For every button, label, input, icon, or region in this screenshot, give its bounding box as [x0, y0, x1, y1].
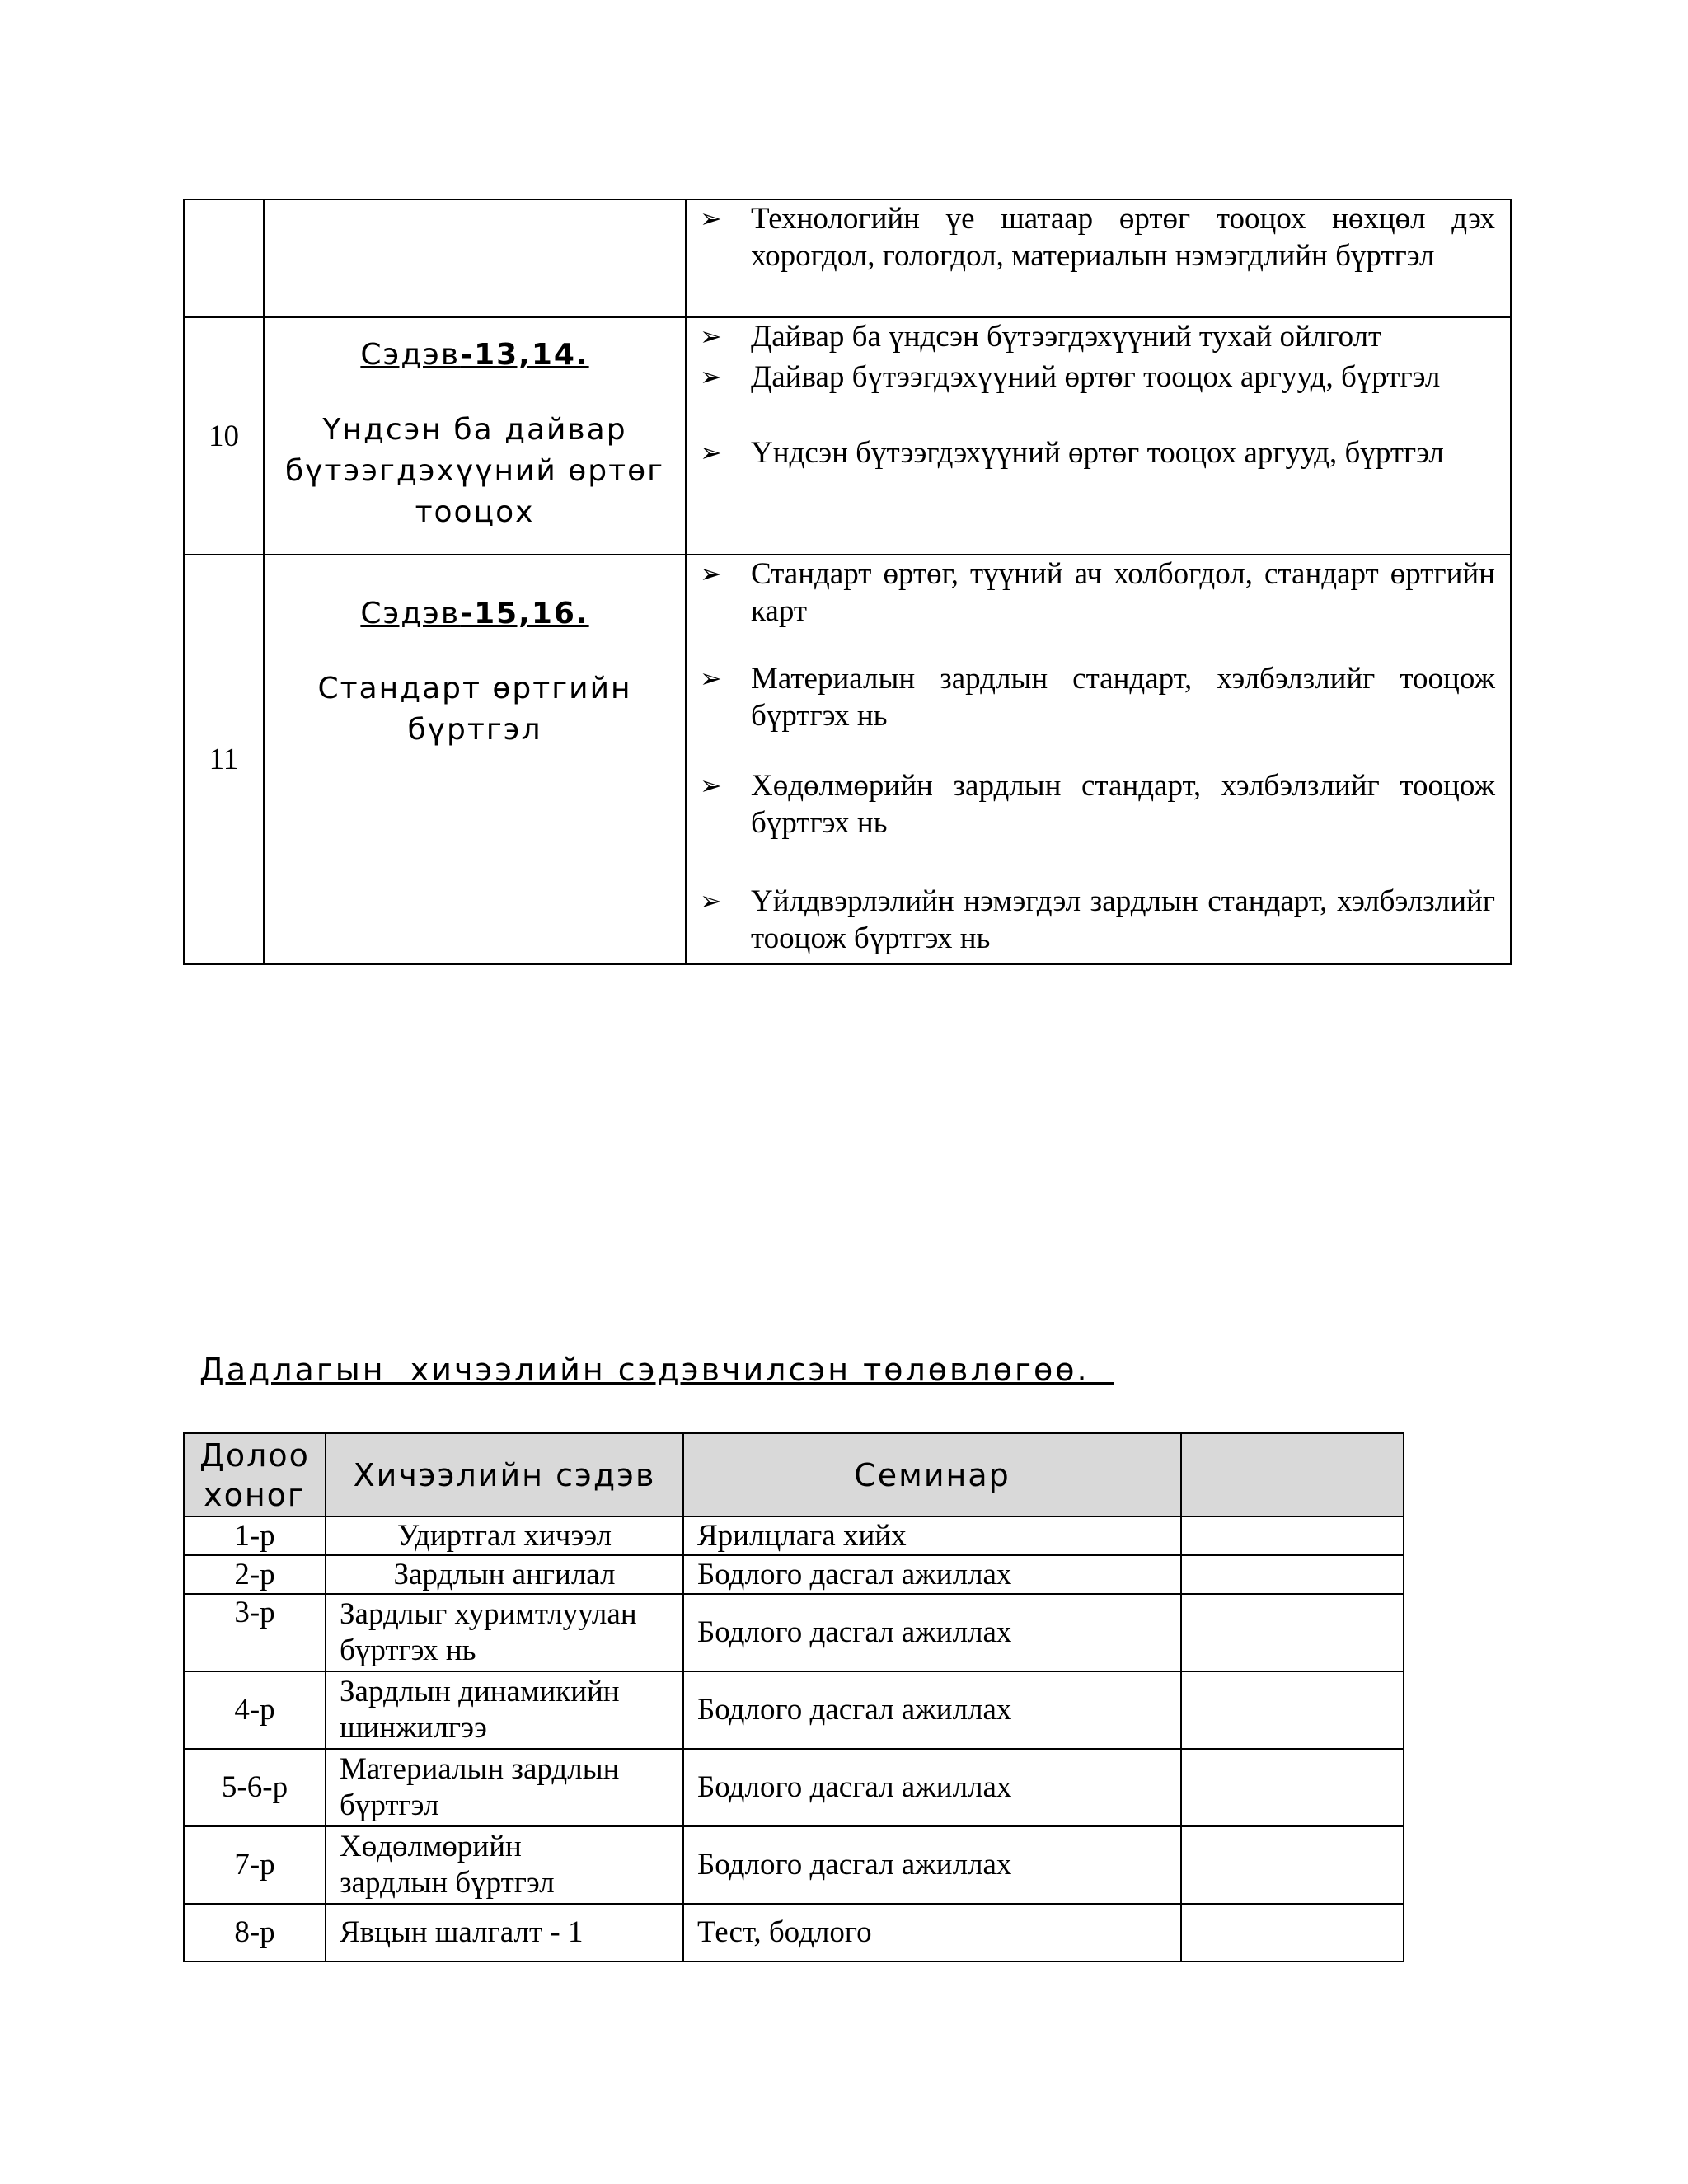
arrowhead-bullet-icon: ➢	[700, 558, 722, 589]
week-cell: 3-р	[184, 1594, 326, 1671]
topic-cell	[264, 317, 686, 555]
seminar-cell: Бодлого дасгал ажиллах	[683, 1671, 1181, 1749]
week-cell: 4-р	[184, 1671, 326, 1749]
list-item: ➢ Дайвар бүтээгдэхүүний өртөг тооцох аргууд, бүртгэл	[700, 360, 1441, 394]
table-row	[184, 1555, 1404, 1594]
arrowhead-bullet-icon: ➢	[700, 321, 722, 352]
table-row	[184, 1516, 1404, 1555]
table-row	[184, 1671, 1404, 1749]
row-number	[184, 199, 264, 317]
bullet-list	[687, 555, 1510, 957]
topic-cell	[264, 199, 686, 317]
topic-cell: Зардлыг хуримтлуулан бүртгэх нь	[326, 1594, 683, 1671]
topic-name: Үндсэн ба дайвар бүтээгдэхүүний өртөг тооцох	[284, 413, 665, 529]
arrowhead-bullet-icon: ➢	[700, 770, 722, 801]
extra-column-header	[1181, 1433, 1404, 1516]
bullet-list	[687, 318, 1510, 471]
arrowhead-bullet-icon: ➢	[700, 361, 722, 392]
topics-table	[183, 199, 1512, 965]
week-cell: 8-р	[184, 1904, 326, 1961]
seminar-cell: Бодлого дасгал ажиллах	[683, 1594, 1181, 1671]
table-row	[184, 1826, 1404, 1904]
arrowhead-bullet-icon: ➢	[700, 437, 722, 468]
topic-content-cell	[686, 199, 1511, 317]
extra-cell	[1181, 1594, 1404, 1671]
table-row	[184, 555, 1511, 964]
list-item: ➢ Үйлдвэрлэлийн нэмэгдэл зардлын стандарт, хэлбэлзлийг тооцож бүртгэх нь	[700, 884, 1495, 955]
week-cell: 1-р	[184, 1516, 326, 1555]
extra-cell	[1181, 1555, 1404, 1594]
bullet-list	[687, 200, 1510, 274]
topic-column-header: Хичээлийн сэдэв	[326, 1433, 683, 1516]
topic-cell: Зардлын динамикийн шинжилгээ	[326, 1671, 683, 1749]
seminar-cell: Тест, бодлого	[683, 1904, 1181, 1961]
list-item: ➢ Үндсэн бүтээгдэхүүний өртөг тооцох аргууд, бүртгэл	[700, 436, 1444, 470]
topic-title: Сэдэв-13,14.	[360, 338, 589, 372]
topic-cell	[264, 555, 686, 964]
list-item: ➢ Материалын зардлын стандарт, хэлбэлзлийг тооцож бүртгэх нь	[700, 662, 1495, 733]
table-header-row	[184, 1433, 1404, 1516]
list-item: ➢ Дайвар ба үндсэн бүтээгдэхүүний тухай ойлголт	[700, 320, 1382, 354]
topic-cell: Хөдөлмөрийн зардлын бүртгэл	[326, 1826, 683, 1904]
table-row	[184, 1904, 1404, 1961]
week-cell: 5-6-р	[184, 1749, 326, 1826]
table-row	[184, 1749, 1404, 1826]
extra-cell	[1181, 1904, 1404, 1961]
table-row	[184, 199, 1511, 317]
row-number: 10	[184, 317, 264, 555]
week-column-header: Долоо хоног	[184, 1433, 326, 1516]
arrowhead-bullet-icon: ➢	[700, 885, 722, 916]
arrowhead-bullet-icon: ➢	[700, 663, 722, 694]
topic-cell: Зардлын ангилал	[326, 1555, 683, 1594]
topic-title: Сэдэв-15,16.	[360, 597, 589, 630]
section-heading: Дадлагын хичээлийн сэдэвчилсэн төлөвлөгөө.	[199, 1352, 1114, 1388]
table-row	[184, 1594, 1404, 1671]
seminar-cell: Бодлого дасгал ажиллах	[683, 1749, 1181, 1826]
arrowhead-bullet-icon: ➢	[700, 203, 722, 234]
list-item: ➢ Хөдөлмөрийн зардлын стандарт, хэлбэлзлийг тооцож бүртгэх нь	[700, 769, 1495, 840]
extra-cell	[1181, 1826, 1404, 1904]
topic-name: Стандарт өртгийн бүртгэл	[317, 672, 632, 747]
seminar-cell: Бодлого дасгал ажиллах	[683, 1826, 1181, 1904]
seminar-cell: Ярилцлага хийх	[683, 1516, 1181, 1555]
row-number: 11	[184, 555, 264, 964]
extra-cell	[1181, 1749, 1404, 1826]
topic-cell: Удиртгал хичээл	[326, 1516, 683, 1555]
extra-cell	[1181, 1671, 1404, 1749]
topic-cell: Материалын зардлын бүртгэл	[326, 1749, 683, 1826]
week-cell: 7-р	[184, 1826, 326, 1904]
seminar-cell: Бодлого дасгал ажиллах	[683, 1555, 1181, 1594]
list-item: ➢ Технологийн үе шатаар өртөг тооцох нөхцөл дэх хорогдол, гологдол, материалын нэмэгдлийн бүртгэл	[700, 202, 1495, 273]
topic-cell: Явцын шалгалт - 1	[326, 1904, 683, 1961]
seminar-column-header: Семинар	[683, 1433, 1181, 1516]
week-cell: 2-р	[184, 1555, 326, 1594]
list-item: ➢ Стандарт өртөг, түүний ач холбогдол, стандарт өртгийн карт	[700, 557, 1495, 628]
seminar-plan-table	[183, 1432, 1404, 1962]
topic-content-cell	[686, 317, 1511, 555]
extra-cell	[1181, 1516, 1404, 1555]
topic-content-cell	[686, 555, 1511, 964]
table-row	[184, 317, 1511, 555]
